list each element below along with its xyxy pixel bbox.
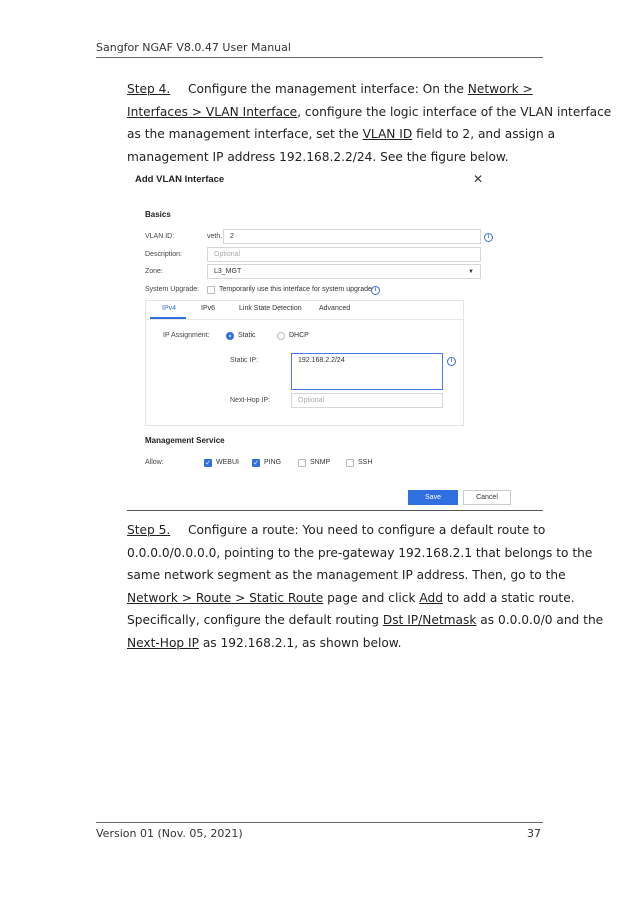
static-ip-label: Static IP:: [230, 357, 259, 364]
next-hop-label: Next-Hop IP:: [230, 397, 271, 404]
snmp-checkbox[interactable]: [298, 459, 306, 467]
webui-label: WEBUI: [216, 459, 239, 466]
step4-text: field to 2, and assign a: [412, 127, 556, 141]
interfaces-menu-ref: Interfaces > VLAN Interface: [127, 104, 298, 119]
ssh-checkbox[interactable]: [346, 459, 354, 467]
dhcp-label: DHCP: [289, 332, 309, 339]
static-route-menu-ref: Network > Route > Static Route: [127, 590, 324, 605]
cancel-button[interactable]: Cancel: [463, 490, 511, 505]
zone-label: Zone:: [145, 268, 163, 275]
snmp-label: SNMP: [310, 459, 331, 466]
step5-text: 0.0.0.0/0.0.0.0, pointing to the pre-gateway 192.168.2.1 that belongs to the: [127, 545, 593, 560]
save-button[interactable]: Save: [408, 490, 458, 505]
description-input[interactable]: [207, 247, 481, 262]
step4-text: , configure the logic interface of the VLAN interface: [297, 104, 612, 119]
step4-text: as the management interface, set the: [127, 127, 363, 141]
webui-checkbox[interactable]: ✓: [205, 460, 211, 467]
page-number: 37: [527, 827, 541, 840]
static-radio[interactable]: [226, 332, 234, 340]
header-rule: [96, 57, 543, 58]
step4-paragraph: [127, 78, 611, 168]
static-ip-value: 192.168.2.2/24: [298, 357, 345, 364]
document-header: Sangfor NGAF V8.0.47 User Manual: [96, 41, 291, 54]
info-icon[interactable]: i: [484, 233, 493, 242]
vlan-id-ref: VLAN ID: [362, 127, 413, 141]
step4-text: management IP address 192.168.2.2/24. See the figure below.: [127, 149, 509, 164]
step5-text: same network segment as the management IP address. Then, go to the: [127, 568, 566, 582]
step5-text: as 0.0.0.0/0 and the: [476, 613, 604, 627]
step4-label: Step 4.: [127, 82, 171, 96]
vlan-id-input[interactable]: [223, 229, 481, 244]
chevron-down-icon: ▼: [468, 269, 474, 275]
ip-assignment-label: IP Assignment:: [163, 332, 210, 339]
upgrade-checkbox[interactable]: [207, 286, 215, 294]
next-hop-ref: Next-Hop IP: [127, 635, 199, 650]
add-ref: Add: [419, 590, 444, 605]
tab-divider: [146, 319, 463, 320]
info-icon[interactable]: i: [371, 286, 380, 295]
upgrade-text: Temporarily use this interface for system upgrade: [219, 286, 372, 293]
dst-ip-ref: Dst IP/Netmask: [382, 613, 477, 627]
network-menu-ref: Network >: [467, 82, 533, 96]
vlan-id-label: VLAN ID:: [145, 233, 175, 240]
step5-text: page and click: [323, 590, 420, 605]
footer-rule: [96, 822, 543, 823]
allow-label: Allow:: [145, 459, 164, 466]
ssh-label: SSH: [358, 459, 373, 466]
next-hop-input[interactable]: [291, 393, 443, 408]
info-icon[interactable]: i: [447, 357, 456, 366]
ping-label: PING: [264, 459, 282, 466]
step5-text: Configure a route: You need to configure a default route to: [188, 523, 546, 537]
tab-ipv6[interactable]: IPv6: [201, 305, 216, 312]
active-tab-indicator: [150, 317, 186, 319]
management-service-heading: Management Service: [145, 436, 225, 445]
dhcp-radio[interactable]: [277, 332, 285, 340]
figure-rule: [127, 510, 543, 511]
step5-text: to add a static route.: [443, 590, 575, 605]
dialog-title: Add VLAN Interface: [135, 174, 225, 185]
footer-version: Version 01 (Nov. 05, 2021): [96, 827, 243, 840]
static-label: Static: [238, 332, 256, 339]
tab-link-state-detection[interactable]: Link State Detection: [239, 305, 302, 312]
zone-select[interactable]: [207, 264, 481, 279]
ping-checkbox[interactable]: ✓: [253, 460, 259, 467]
zone-value: L3_MGT: [214, 268, 242, 275]
next-hop-placeholder: Optional: [298, 397, 325, 404]
basics-heading: Basics: [145, 210, 171, 219]
vlan-prefix: veth.: [207, 233, 223, 240]
step5-paragraph: [127, 519, 603, 654]
tab-advanced[interactable]: Advanced: [319, 305, 351, 312]
step4-text: Configure the management interface: On the: [188, 82, 468, 96]
close-icon[interactable]: ✕: [473, 172, 484, 186]
step5-text: as 192.168.2.1, as shown below.: [198, 635, 402, 650]
step5-label: Step 5.: [127, 523, 171, 537]
static-ip-input[interactable]: [291, 353, 443, 390]
step5-text: Specifically, configure the default routing: [127, 613, 383, 627]
tab-ipv4[interactable]: IPv4: [162, 305, 177, 312]
description-label: Description:: [145, 251, 182, 258]
description-placeholder: Optional: [214, 251, 241, 258]
system-upgrade-label: System Upgrade:: [145, 286, 200, 293]
vlan-id-value: 2: [230, 233, 234, 240]
